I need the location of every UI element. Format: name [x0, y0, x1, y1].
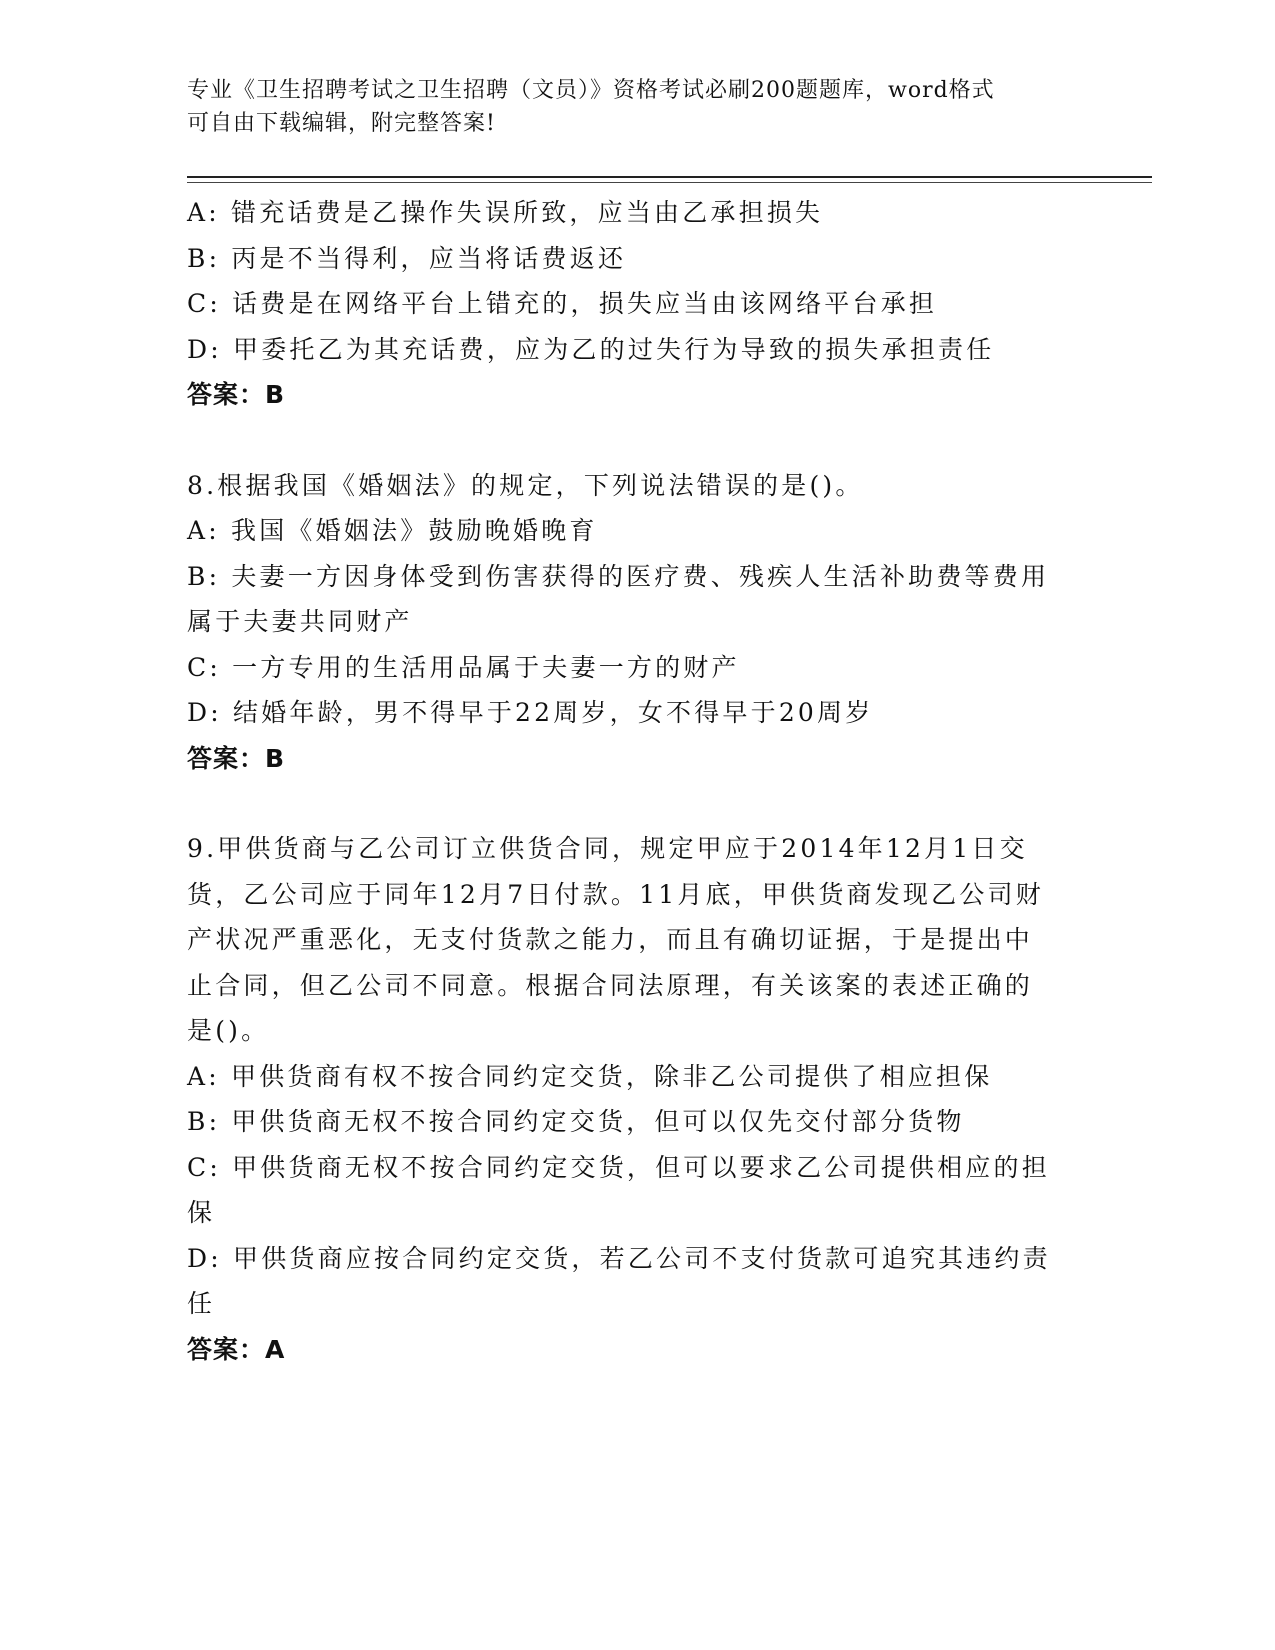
- question-9: [187, 826, 1087, 1372]
- question-text: 8.根据我国《婚姻法》的规定，下列说法错误的是()。: [187, 470, 864, 500]
- question-7: [187, 190, 1087, 418]
- question-text-continued: 产状况严重恶化，无支付货款之能力，而且有确切证据，于是提出中: [187, 925, 1034, 954]
- question-text-continued: 货，乙公司应于同年12月7日付款。11月底，甲供货商发现乙公司财: [187, 879, 1044, 909]
- document-body: [187, 190, 1087, 1372]
- option-c: C: 甲供货商无权不按合同约定交货，但可以要求乙公司提供相应的担: [187, 1152, 1050, 1182]
- option-d: D: 甲委托乙为其充话费，应为乙的过失行为导致的损失承担责任: [187, 334, 995, 364]
- option-a: A: 我国《婚姻法》鼓励晚婚晚育: [187, 516, 598, 545]
- header-divider-thin: [187, 182, 1152, 183]
- question-text-continued: 止合同，但乙公司不同意。根据合同法原理，有关该案的表述正确的: [187, 970, 1034, 1000]
- question-text-continued: 是()。: [187, 1016, 270, 1045]
- option-b: B: 丙是不当得利，应当将话费返还: [187, 243, 627, 273]
- answer: 答案：B: [187, 380, 286, 409]
- question-text: 9.甲供货商与乙公司订立供货合同，规定甲应于2014年12月1日交: [187, 834, 1028, 863]
- option-d-continued: 任: [187, 1289, 216, 1318]
- option-b-continued: 属于夫妻共同财产: [187, 607, 413, 636]
- header-line-2: 可自由下载编辑，附完整答案!: [187, 111, 496, 136]
- answer: 答案：B: [187, 743, 286, 773]
- option-b: B: 甲供货商无权不按合同约定交货，但可以仅先交付部分货物: [187, 1107, 965, 1136]
- option-a: A: 错充话费是乙操作失误所致，应当由乙承担损失: [187, 198, 824, 227]
- option-a: A: 甲供货商有权不按合同约定交货，除非乙公司提供了相应担保: [187, 1061, 993, 1091]
- option-d: D: 甲供货商应按合同约定交货，若乙公司不支付货款可追究其违约责: [187, 1243, 1051, 1273]
- answer: 答案：A: [187, 1334, 286, 1364]
- option-c-continued: 保: [187, 1198, 216, 1227]
- question-8: [187, 463, 1087, 782]
- spacer: [187, 781, 1087, 826]
- header-line-1: 专业《卫生招聘考试之卫生招聘（文员）》资格考试必刷200题题库，word格式: [187, 78, 995, 103]
- option-d: D: 结婚年龄，男不得早于22周岁，女不得早于20周岁: [187, 698, 874, 727]
- spacer: [187, 418, 1087, 463]
- option-b: B: 夫妻一方因身体受到伤害获得的医疗费、残疾人生活补助费等费用: [187, 561, 1050, 591]
- header-divider-thick: [187, 176, 1152, 178]
- document-header: [187, 74, 1067, 140]
- option-c: C: 话费是在网络平台上错充的，损失应当由该网络平台承担: [187, 289, 938, 318]
- option-c: C: 一方专用的生活用品属于夫妻一方的财产: [187, 652, 740, 682]
